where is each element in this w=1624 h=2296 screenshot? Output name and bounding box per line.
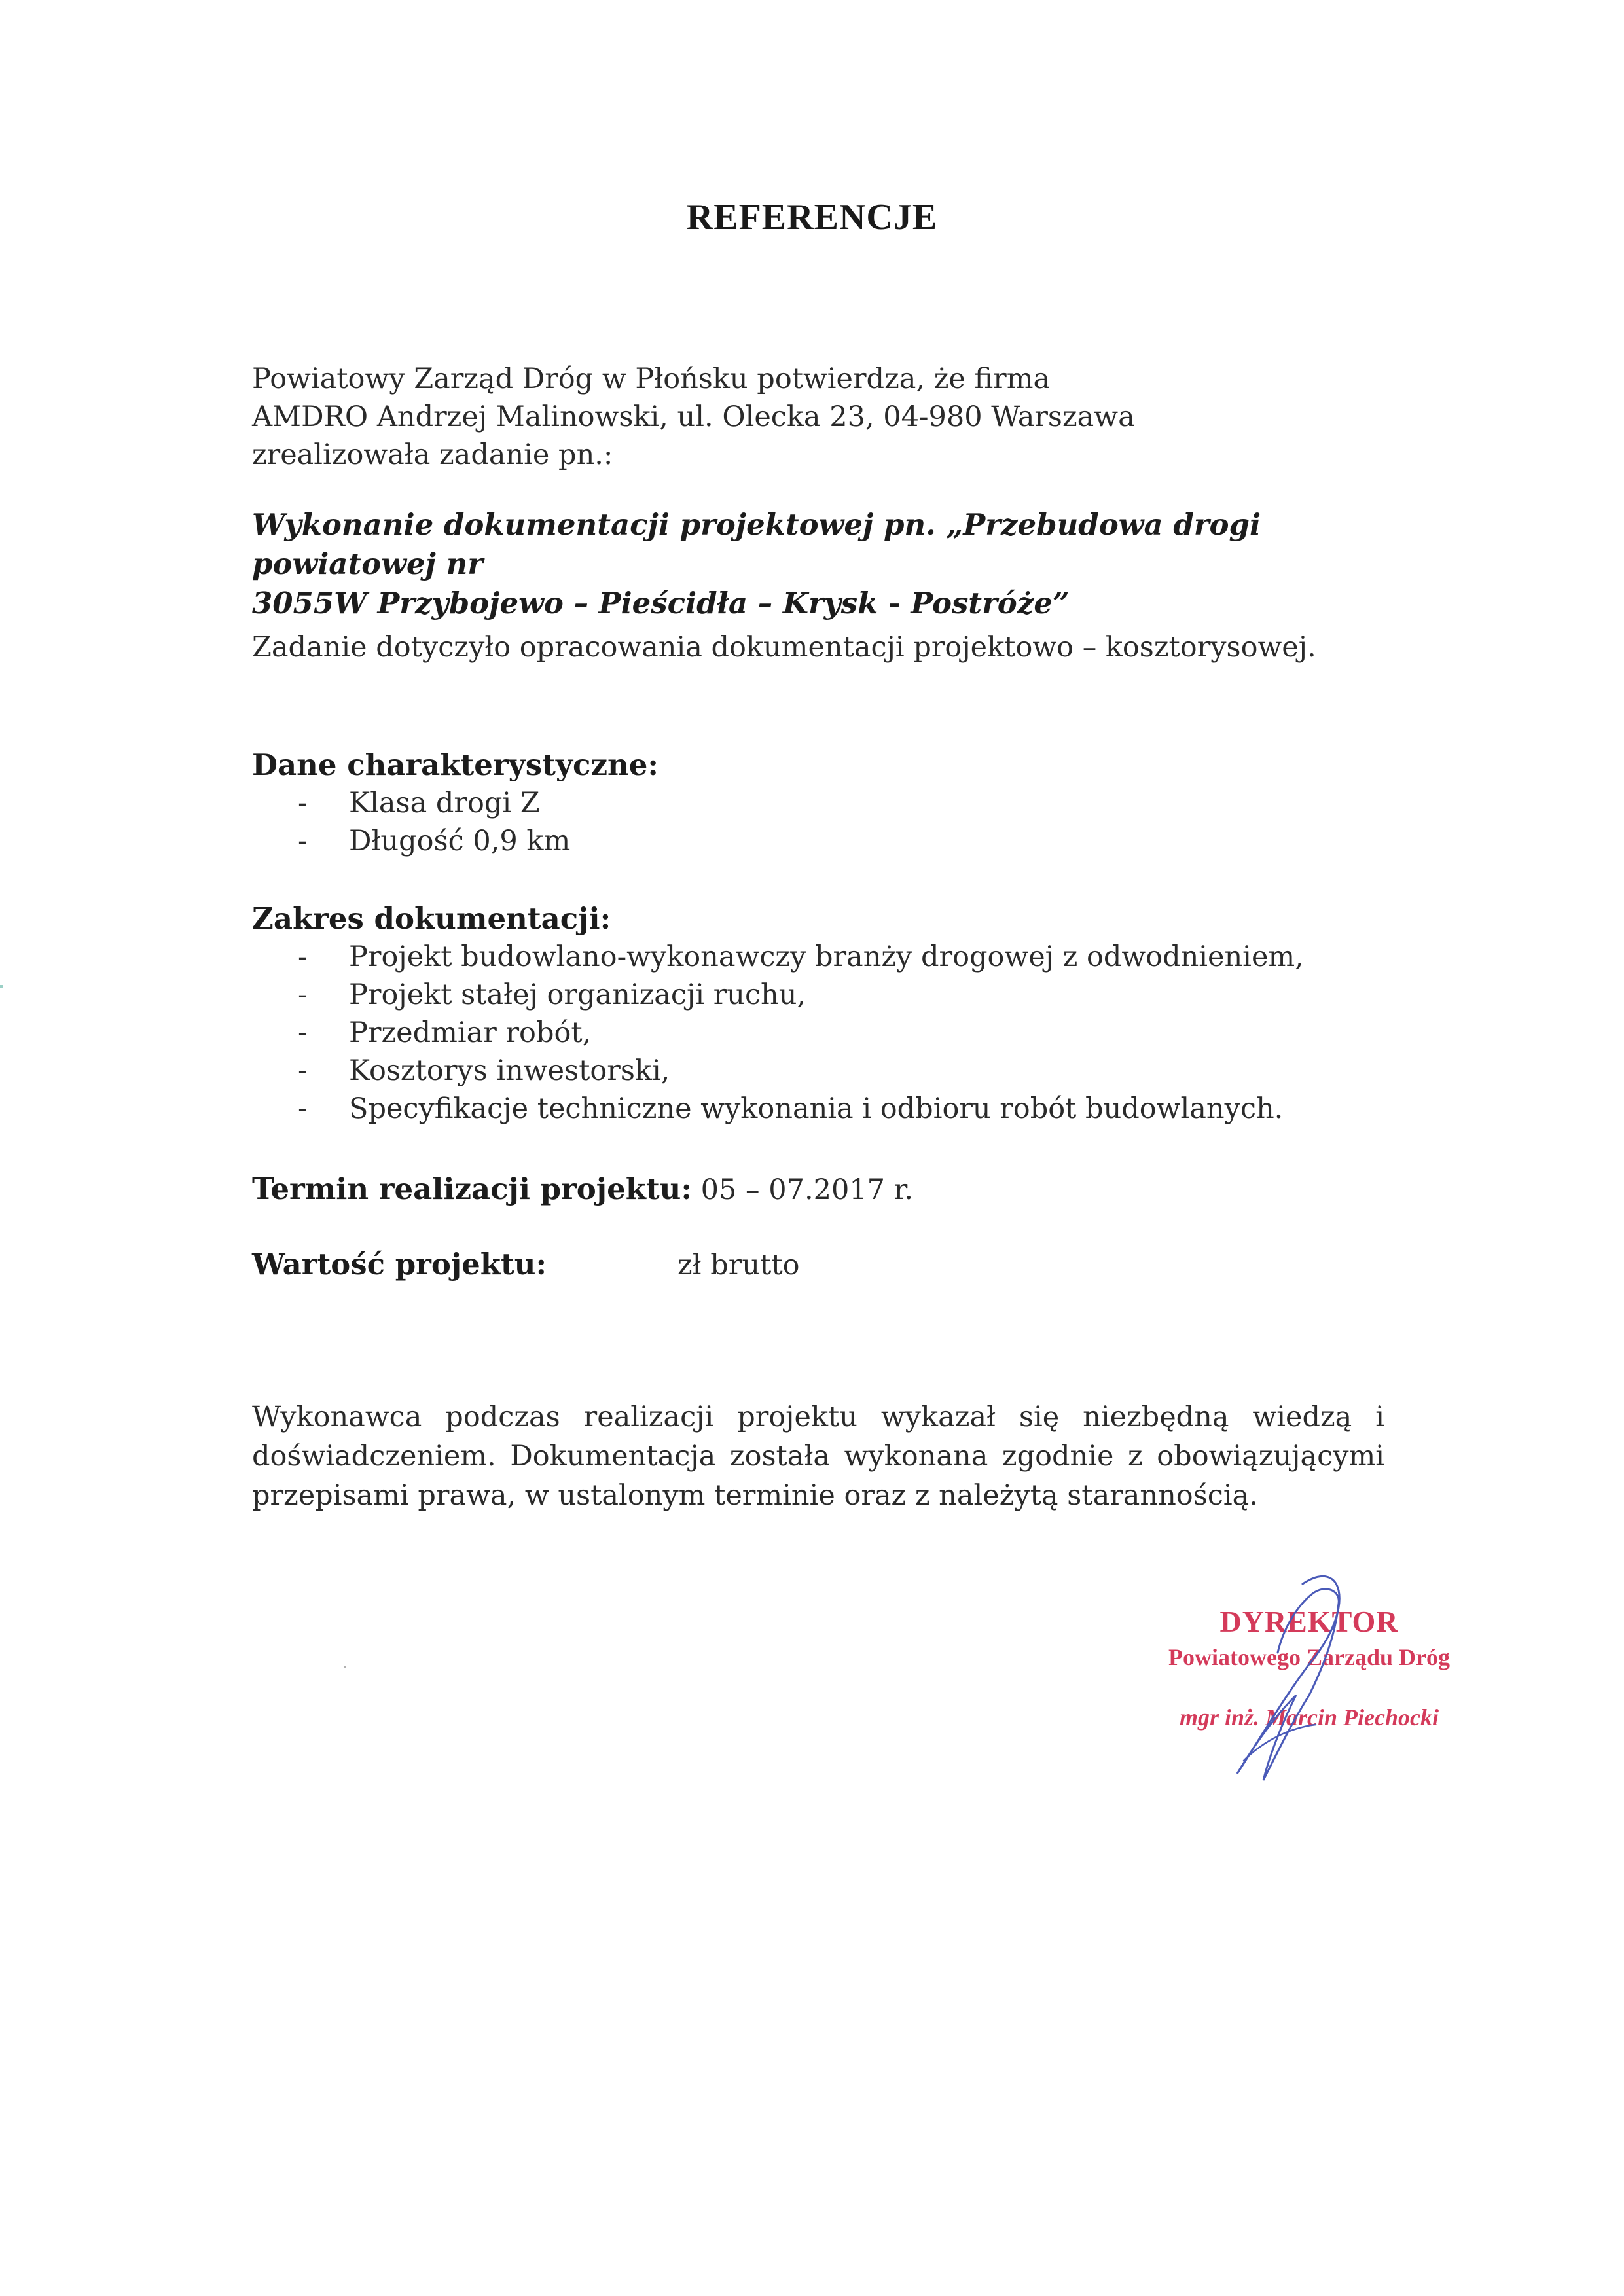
list-item: - Kosztorys inwestorski, (252, 1052, 1384, 1090)
list-item: - Przedmiar robót, (252, 1014, 1384, 1052)
worth-line (252, 1246, 1384, 1284)
list-item: - Projekt budowlano-wykonawczy branży drogowej z odwodnieniem, (252, 938, 1384, 976)
intro-line: Powiatowy Zarząd Dróg w Płońsku potwierdza, że firma (252, 363, 1051, 395)
worth-label: Wartość projektu: (252, 1247, 547, 1282)
handwritten-signature (1204, 1564, 1401, 1787)
list-item: - Długość 0,9 km (252, 822, 1384, 860)
term-label: Termin realizacji projektu: (252, 1172, 692, 1206)
term-line (252, 1170, 1384, 1209)
signature-stroke (1237, 1576, 1339, 1780)
task-description: Zadanie dotyczyło opracowania dokumentacji projektowo – kosztorysowej. (252, 631, 1316, 664)
intro-line: zrealizowała zadanie pn.: (252, 439, 613, 471)
characteristics-list (252, 784, 1384, 860)
task-title (252, 505, 1384, 623)
list-item: - Projekt stałej organizacji ruchu, (252, 976, 1384, 1014)
worth-value: zł brutto (677, 1249, 800, 1282)
characteristics-section (252, 746, 1384, 860)
scope-section (252, 900, 1384, 1128)
term-value: 05 – 07.2017 r. (700, 1174, 914, 1206)
scope-list (252, 938, 1384, 1128)
list-item: - Specyfikacje techniczne wykonania i odbioru robót budowlanych. (252, 1090, 1384, 1128)
stamp-title: DYREKTOR (1219, 1605, 1399, 1638)
task-title-line: Wykonanie dokumentacji projektowej pn. „Przebudowa drogi powiatowej nr (252, 507, 1261, 581)
intro-paragraph (252, 360, 1384, 474)
list-item: - Klasa drogi Z (252, 784, 1384, 822)
scan-edge-mark (0, 985, 3, 988)
closing-paragraph: Wykonawca podczas realizacji projektu wykazał się niezbędną wiedzą i doświadczeniem. Dokumentacja została wykonana zgodnie z obowiązującymi przepisami prawa, w ustalonym terminie oraz z należytą starannością. (252, 1401, 1384, 1512)
scan-speck (344, 1666, 346, 1668)
intro-line: AMDRO Andrzej Malinowski, ul. Olecka 23, 04-980 Warszawa (252, 401, 1135, 433)
scope-heading: Zakres dokumentacji: (252, 901, 611, 936)
stamp-organization: Powiatowego Zarządu Dróg (1168, 1644, 1450, 1670)
task-title-line: 3055W Przybojewo – Pieścidła – Krysk - Postróże” (252, 586, 1070, 620)
stamp-name: mgr inż. Marcin Piechocki (1179, 1704, 1439, 1731)
document-title: REFERENCJE (686, 197, 938, 238)
characteristics-heading: Dane charakterystyczne: (252, 747, 659, 782)
